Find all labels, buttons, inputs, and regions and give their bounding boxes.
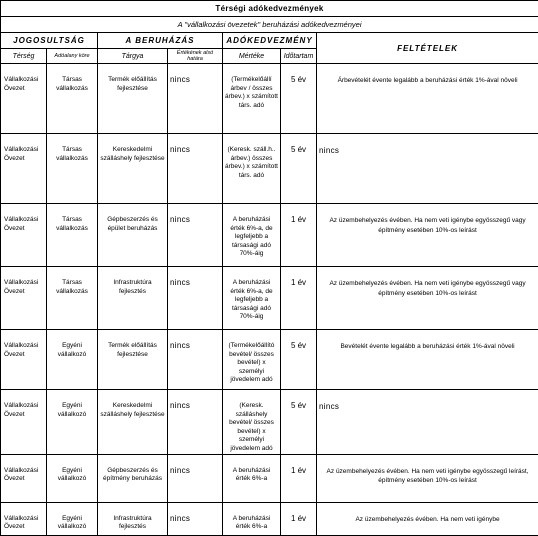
- column-header-subject: Tárgya: [98, 49, 168, 64]
- group-header-benefit: ADÓKEDVEZMÉNY: [223, 33, 317, 49]
- column-header-threshold: Értékének alsó határa: [168, 49, 223, 64]
- entity-cell: Társas vállalkozás: [47, 64, 98, 134]
- extent-cell: (Keresk. szálláshely bevétel/ összes bevétel) x személyi jövedelem adó: [223, 390, 281, 455]
- threshold-cell: nincs: [168, 454, 223, 502]
- threshold-cell: nincs: [168, 390, 223, 455]
- table-row: [1, 134, 538, 204]
- entity-cell: Társas vállalkozás: [47, 134, 98, 204]
- entity-cell: Egyéni vállalkozó: [47, 502, 98, 535]
- column-header-entity: Adóalany köre: [47, 49, 98, 64]
- entity-cell: Társas vállalkozás: [47, 267, 98, 330]
- extent-cell: A beruházási érték 6%-a, de legfeljebb a társasági adó 70%-áig: [223, 204, 281, 267]
- extent-cell: A beruházási érték 6%-a: [223, 502, 281, 535]
- group-header-conditions: FELTÉTELEK: [317, 33, 538, 64]
- entity-cell: Társas vállalkozás: [47, 204, 98, 267]
- column-header-duration: Időtartam: [281, 49, 317, 64]
- subject-cell: Gépbeszerzés és épület beruházás: [98, 204, 168, 267]
- extent-cell: (Termékelőállító bevétel/ összes bevétel) x személyi jövedelem adó: [223, 330, 281, 390]
- subject-cell: Termék előállítás fejlesztése: [98, 64, 168, 134]
- conditions-cell: nincs: [317, 134, 538, 204]
- region-cell: Vállalkozási Övezet: [1, 204, 47, 267]
- entity-cell: Egyéni vállalkozó: [47, 330, 98, 390]
- extent-cell: A beruházási érték 6%-a: [223, 454, 281, 502]
- threshold-cell: nincs: [168, 64, 223, 134]
- table-row: [1, 502, 538, 535]
- entity-cell: Egyéni vállalkozó: [47, 454, 98, 502]
- threshold-cell: nincs: [168, 134, 223, 204]
- subject-cell: Kereskedelmi szálláshely fejlesztése: [98, 134, 168, 204]
- table-row: [1, 454, 538, 502]
- region-cell: Vállalkozási Övezet: [1, 502, 47, 535]
- threshold-cell: nincs: [168, 502, 223, 535]
- table-row: [1, 390, 538, 455]
- conditions-cell: Az üzembehelyezés évében. Ha nem veti igénybe egyösszegű vagy építmény esetében 10%-os leírást: [317, 267, 538, 330]
- region-cell: Vállalkozási Övezet: [1, 454, 47, 502]
- threshold-cell: nincs: [168, 267, 223, 330]
- duration-cell: 1 év: [281, 502, 317, 535]
- table-title: Térségi adókedvezmények: [1, 1, 538, 17]
- entity-cell: Egyéni vállalkozó: [47, 390, 98, 455]
- duration-cell: 1 év: [281, 267, 317, 330]
- group-header-investment: A BERUHÁZÁS: [98, 33, 223, 49]
- extent-cell: (Termékelőállí árbev / összes árbev.) x számított társ. adó: [223, 64, 281, 134]
- conditions-cell: Árbevételét évente legalább a beruházási érték 1%-ával növeli: [317, 64, 538, 134]
- duration-cell: 5 év: [281, 64, 317, 134]
- subject-cell: Infrastruktúra fejlesztés: [98, 502, 168, 535]
- duration-cell: 5 év: [281, 390, 317, 455]
- conditions-cell: Az üzembehelyezés évében. Ha nem veti igénybe: [317, 502, 538, 535]
- group-header-jurisdiction: JOGOSULTSÁG: [1, 33, 98, 49]
- conditions-cell: nincs: [317, 390, 538, 455]
- duration-cell: 1 év: [281, 204, 317, 267]
- duration-cell: 1 év: [281, 454, 317, 502]
- region-cell: Vállalkozási Övezet: [1, 64, 47, 134]
- conditions-cell: Az üzembehelyezés évében. Ha nem veti igénybe egyösszegű leírást, építmény esetében 10%-os leírást: [317, 454, 538, 502]
- subject-cell: Gépbeszerzés és építmény beruházás: [98, 454, 168, 502]
- table-row: [1, 330, 538, 390]
- subject-cell: Kereskedelmi szálláshely fejlesztése: [98, 390, 168, 455]
- subject-cell: Infrastruktúra fejlesztés: [98, 267, 168, 330]
- column-header-extent: Mértéke: [223, 49, 281, 64]
- table-subtitle: A "vállalkozási övezetek" beruházási adókedvezményei: [1, 17, 538, 33]
- subject-cell: Termék előállítás fejlesztése: [98, 330, 168, 390]
- conditions-cell: Az üzembehelyezés évében. Ha nem veti igénybe egyösszegű vagy építmény esetében 10%-os leírást: [317, 204, 538, 267]
- threshold-cell: nincs: [168, 330, 223, 390]
- duration-cell: 5 év: [281, 134, 317, 204]
- table-row: [1, 64, 538, 134]
- conditions-cell: Bevételét évente legalább a beruházási érték 1%-ával növeli: [317, 330, 538, 390]
- region-cell: Vállalkozási Övezet: [1, 134, 47, 204]
- extent-cell: A beruházási érték 6%-a, de legfeljebb a társasági adó 70%-áig: [223, 267, 281, 330]
- extent-cell: (Kere​sk. száll.h.. árbev.) összes árbev.) x számított társ. adó: [223, 134, 281, 204]
- region-cell: Vállalkozási Övezet: [1, 330, 47, 390]
- table-row: [1, 267, 538, 330]
- region-cell: Vállalkozási Övezet: [1, 267, 47, 330]
- duration-cell: 5 év: [281, 330, 317, 390]
- threshold-cell: nincs: [168, 204, 223, 267]
- column-header-region: Térség: [1, 49, 47, 64]
- region-cell: Vállalkozási Övezet: [1, 390, 47, 455]
- table-row: [1, 204, 538, 267]
